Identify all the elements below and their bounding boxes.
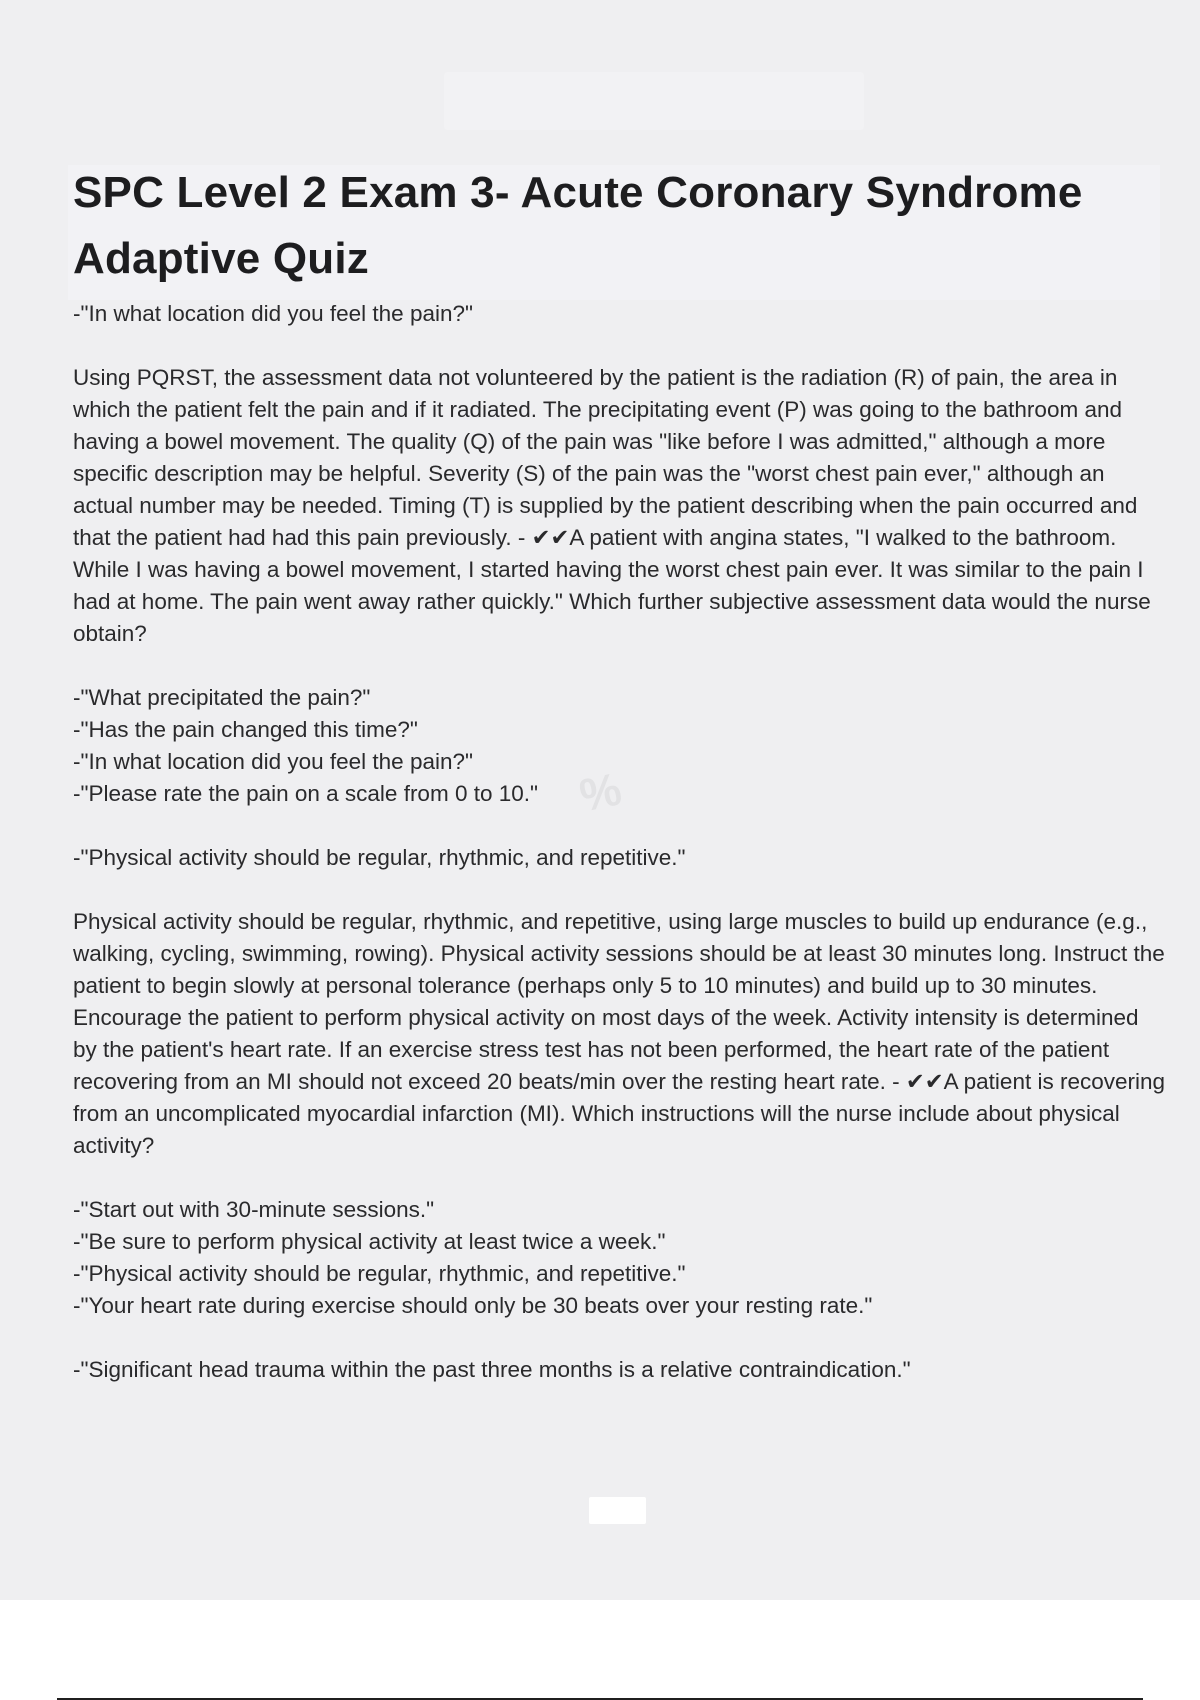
page-title: SPC Level 2 Exam 3- Acute Coronary Syndrome Adaptive Quiz (73, 168, 1083, 283)
option-line: -"In what location did you feel the pain?" (73, 749, 473, 774)
option-line: -"Physical activity should be regular, rhythmic, and repetitive." (73, 1261, 686, 1286)
rationale-paragraph: Using PQRST, the assessment data not volunteered by the patient is the radiation (R) of pain, the area in which the patient felt the pain and if it radiated. The precipitating event (P) was going to the bathroom and having a bowel movement. The quality (Q) of the pain was "like before I was admitted," although a more specific description may be helpful. Severity (S) of the pain was the "worst chest pain ever," although an actual number may be needed. Timing (T) is supplied by the patient describing when the pain occurred and that the patient had had this pain previously. - ✔✔A patient with angina states, "I walked to the bathroom. While I was having a bowel movement, I started having the worst chest pain ever. It was similar to the pain I had at home. The pain went away rather quickly." Which further subjective assessment data would the nurse obtain? (73, 365, 1151, 646)
answer-line: -"In what location did you feel the pain?" (73, 301, 473, 326)
paragraph-gap (73, 1322, 1165, 1354)
rationale-paragraph: Physical activity should be regular, rhythmic, and repetitive, using large muscles to build up endurance (e.g., walking, cycling, swimming, rowing). Physical activity sessions should be at least 30 minutes long. Instruct the patient to begin slowly at personal tolerance (perhaps only 5 to 10 minutes) and build up to 30 minutes. Encourage the patient to perform physical activity on most days of the week. Activity intensity is determined by the patient's heart rate. If an exercise stress test has not been performed, the heart rate of the patient recovering from an MI should not exceed 20 beats/min over the resting heart rate. - ✔✔A patient is recovering from an uncomplicated myocardial infarction (MI). Which instructions will the nurse include about physical activity? (73, 909, 1166, 1158)
paragraph-gap (73, 650, 1165, 682)
answer-line: -"Significant head trauma within the past three months is a relative contraindication." (73, 1357, 911, 1382)
option-line: -"Please rate the pain on a scale from 0 to 10." (73, 781, 538, 806)
header-placeholder (444, 72, 864, 130)
option-line: -"Has the pain changed this time?" (73, 717, 418, 742)
paragraph-gap (73, 874, 1165, 906)
watermark: % (575, 762, 626, 822)
page-number-marker (589, 1497, 646, 1524)
paragraph-gap (73, 330, 1165, 362)
option-line: -"Start out with 30-minute sessions." (73, 1197, 435, 1222)
answer-line: -"Physical activity should be regular, rhythmic, and repetitive." (73, 845, 686, 870)
option-line: -"Be sure to perform physical activity at least twice a week." (73, 1229, 666, 1254)
document-body (73, 298, 1165, 1386)
paragraph-gap (73, 1162, 1165, 1194)
option-line: -"What precipitated the pain?" (73, 685, 371, 710)
option-line: -"Your heart rate during exercise should only be 30 beats over your resting rate." (73, 1293, 873, 1318)
